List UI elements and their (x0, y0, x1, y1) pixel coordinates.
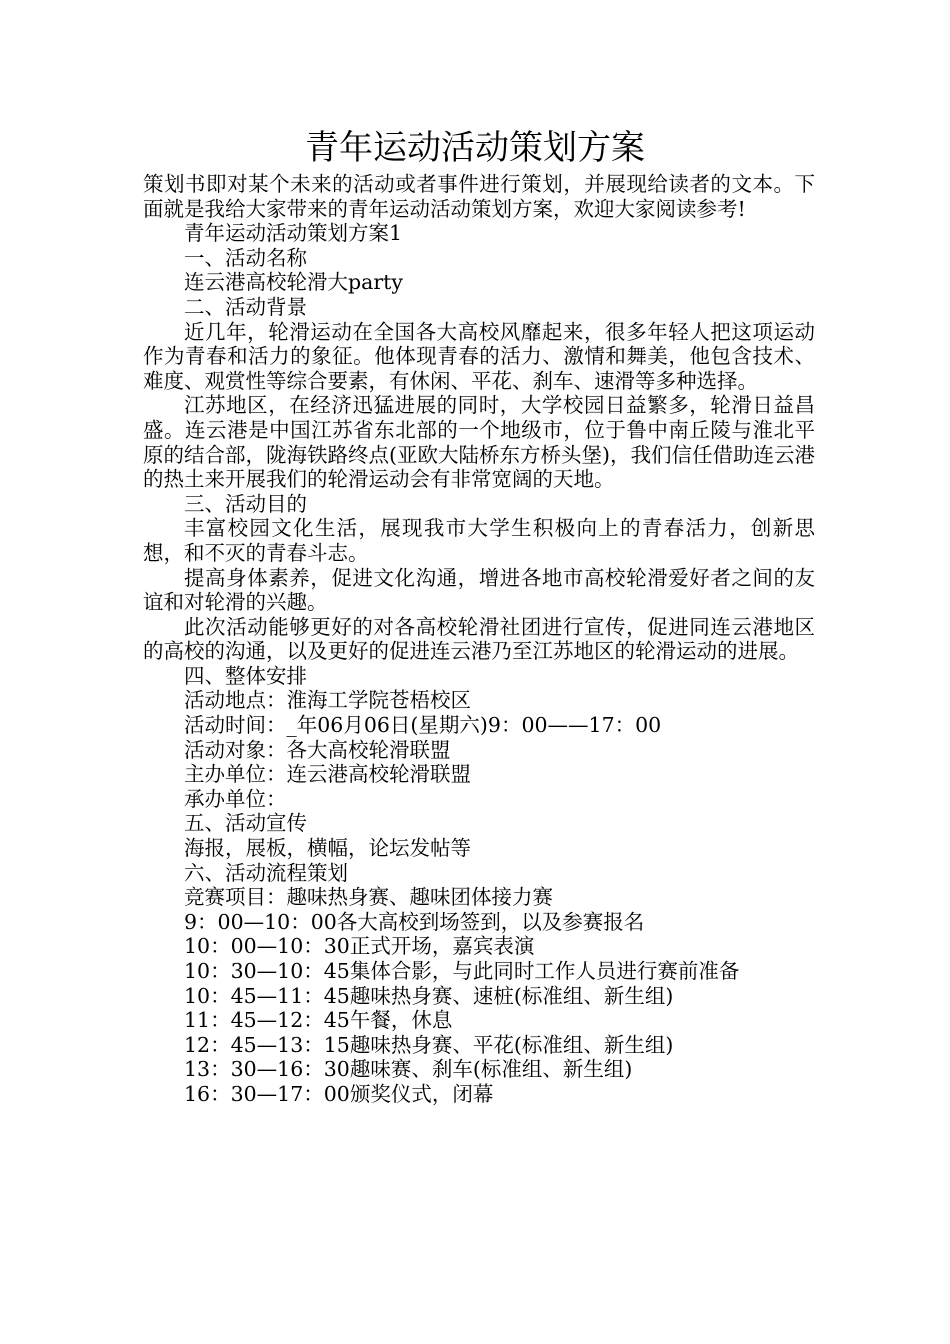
body-paragraph: 五、活动宣传 (184, 811, 307, 836)
body-paragraph: 活动对象：各大高校轮滑联盟 (184, 737, 451, 762)
body-paragraph: 竞赛项目：趣味热身赛、趣味团体接力赛 (184, 885, 553, 910)
body-paragraph: 主办单位：连云港高校轮滑联盟 (184, 762, 471, 787)
body-paragraph: 10：00—10：30正式开场，嘉宾表演 (184, 934, 535, 959)
body-paragraph: 12：45—13：15趣味热身赛、平花(标准组、新生组) (184, 1032, 674, 1057)
body-paragraph: 四、整体安排 (184, 663, 307, 688)
body-paragraph: 提高身体素养，促进文化沟通，增进各地市高校轮滑爱好者之间的友谊和对轮滑的兴趣。 (143, 565, 815, 615)
document-body (143, 172, 815, 1107)
body-paragraph: 江苏地区，在经济迅猛进展的同时，大学校园日益繁多，轮滑日益昌盛。连云港是中国江苏省东北部的一个地级市，位于鲁中南丘陵与淮北平原的结合部，陇海铁路终点(亚欧大陆桥东方桥头堡)，我们信任借助连云港的热土来开展我们的轮滑运动会有非常宽阔的天地。 (143, 393, 815, 492)
body-paragraph: 海报，展板，横幅，论坛发帖等 (184, 836, 471, 861)
body-paragraph: 活动时间：_年06月06日(星期六)9：00——17：00 (184, 713, 662, 738)
body-paragraph: 三、活动目的 (184, 491, 307, 516)
intro-paragraph: 策划书即对某个未来的活动或者事件进行策划，并展现给读者的文本。下面就是我给大家带来的青年运动活动策划方案，欢迎大家阅读参考! (143, 172, 815, 221)
body-paragraph: 青年运动活动策划方案1 (184, 221, 403, 246)
body-paragraph: 活动地点：淮海工学院苍梧校区 (184, 688, 471, 713)
body-paragraph: 一、活动名称 (184, 245, 307, 270)
body-paragraph: 六、活动流程策划 (184, 860, 348, 885)
body-paragraph: 10：30—10：45集体合影，与此同时工作人员进行赛前准备 (184, 959, 740, 983)
body-paragraph: 近几年，轮滑运动在全国各大高校风靡起来，很多年轻人把这项运动作为青春和活力的象征。他体现青春的活力、激情和舞美，他包含技术、难度、观赏性等综合要素，有休闲、平花、刹车、速滑等多种选择。 (143, 319, 815, 393)
body-paragraph: 11：45—12：45午餐，休息 (184, 1008, 453, 1033)
body-paragraph: 此次活动能够更好的对各高校轮滑社团进行宣传，促进同连云港地区的高校的沟通，以及更好的促进连云港乃至江苏地区的轮滑运动的进展。 (143, 614, 815, 664)
body-paragraph: 16：30—17：00颁奖仪式，闭幕 (184, 1081, 494, 1106)
body-paragraph: 连云港高校轮滑大party (184, 270, 403, 295)
body-paragraph: 10：45—11：45趣味热身赛、速桩(标准组、新生组) (184, 983, 674, 1008)
body-paragraph: 13：30—16：30趣味赛、刹车(标准组、新生组) (184, 1057, 633, 1082)
body-paragraph: 丰富校园文化生活，展现我市大学生积极向上的青春活力，创新思想，和不灭的青春斗志。 (143, 516, 815, 565)
body-paragraph: 9：00—10：00各大高校到场签到，以及参赛报名 (184, 909, 645, 934)
page-title: 青年运动活动策划方案 (305, 128, 645, 168)
body-paragraph: 承办单位： (184, 786, 287, 811)
body-paragraph: 二、活动背景 (184, 294, 307, 319)
